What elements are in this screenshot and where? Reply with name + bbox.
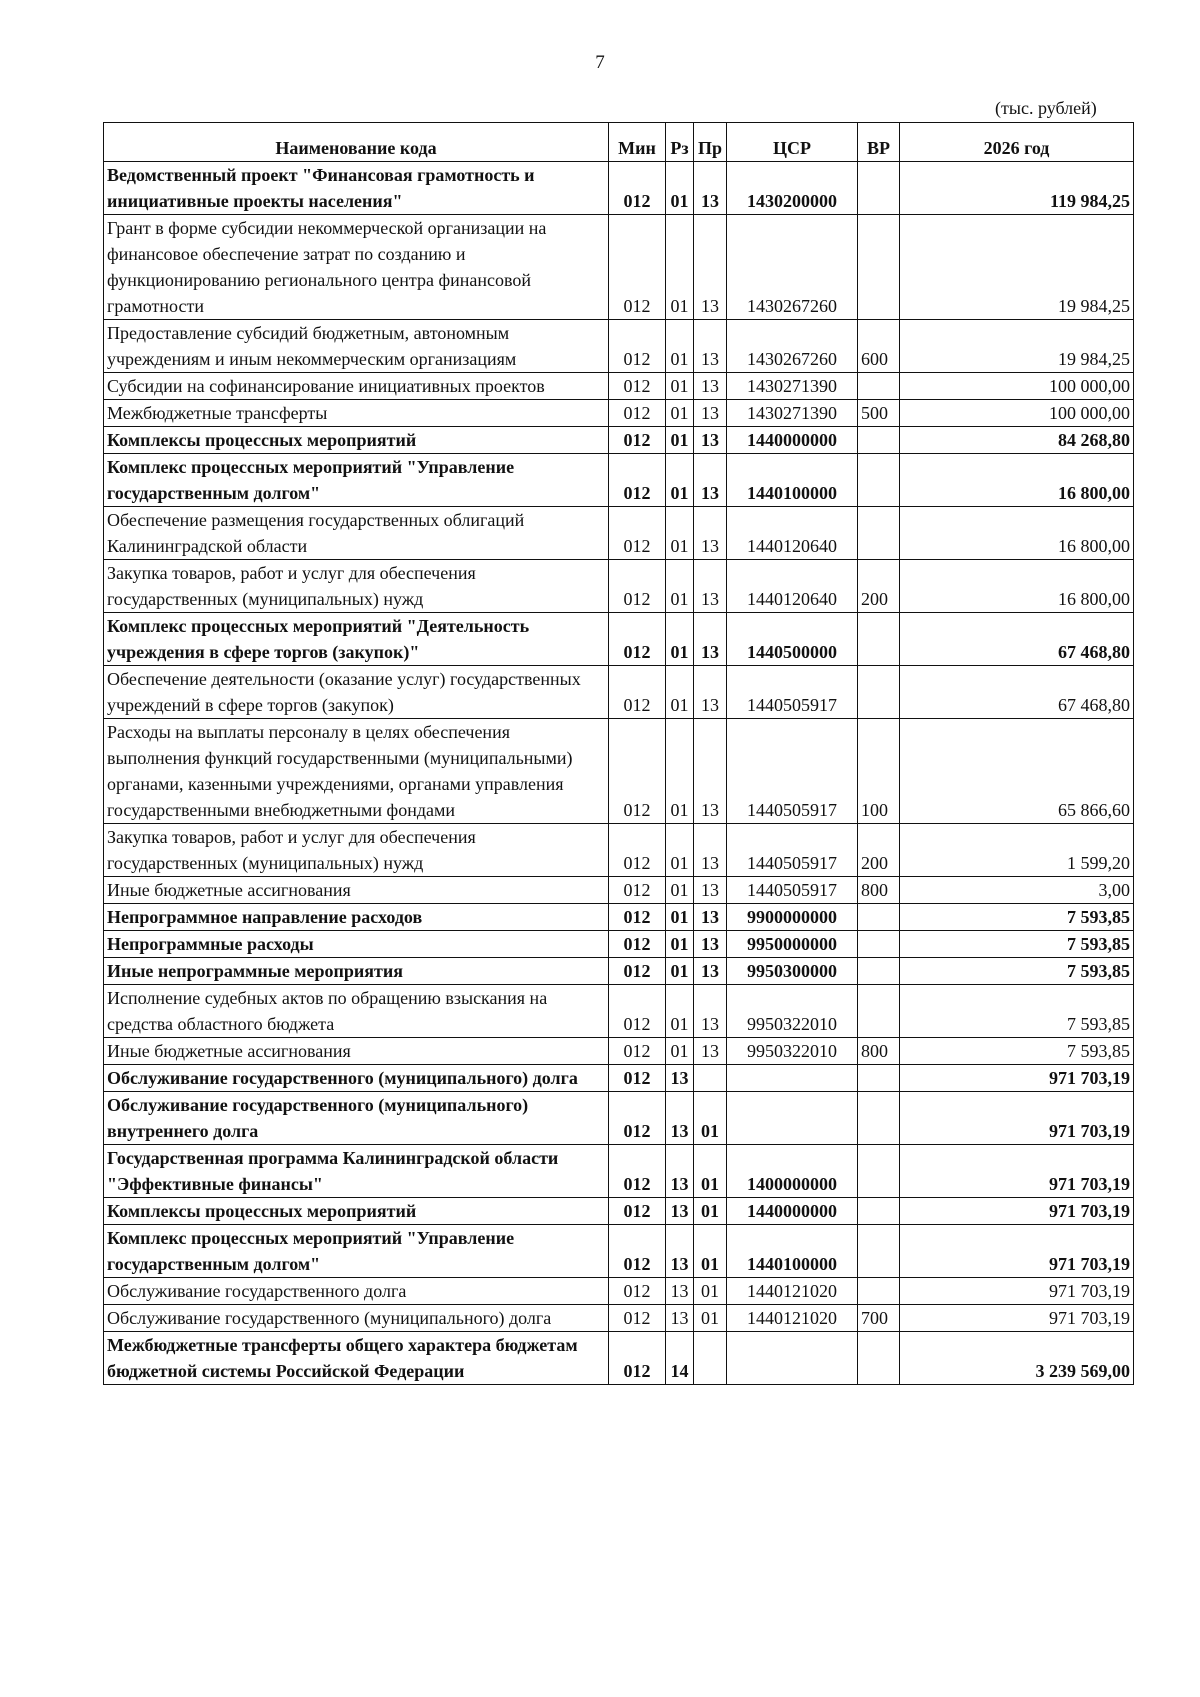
cell-amount: 16 800,00 — [900, 560, 1134, 613]
cell-vr: 200 — [858, 560, 900, 613]
cell-pr: 01 — [694, 1305, 727, 1332]
cell-min: 012 — [609, 507, 666, 560]
cell-rz: 13 — [666, 1278, 694, 1305]
header-min: Мин — [609, 123, 666, 162]
cell-vr: 700 — [858, 1305, 900, 1332]
cell-pr: 13 — [694, 931, 727, 958]
cell-csr: 1430200000 — [727, 162, 858, 215]
cell-vr: 200 — [858, 824, 900, 877]
cell-pr: 13 — [694, 613, 727, 666]
cell-csr: 9950322010 — [727, 985, 858, 1038]
table-row — [104, 162, 1134, 215]
cell-rz: 01 — [666, 613, 694, 666]
cell-name: Комплекс процессных мероприятий "Деятельность учреждения в сфере торгов (закупок)" — [104, 613, 609, 666]
cell-name: Комплексы процессных мероприятий — [104, 1198, 609, 1225]
table-row — [104, 613, 1134, 666]
cell-min: 012 — [609, 320, 666, 373]
cell-pr: 13 — [694, 427, 727, 454]
cell-vr — [858, 1278, 900, 1305]
cell-vr — [858, 666, 900, 719]
cell-pr: 13 — [694, 666, 727, 719]
cell-amount: 100 000,00 — [900, 373, 1134, 400]
table-row — [104, 1038, 1134, 1065]
cell-csr: 9950322010 — [727, 1038, 858, 1065]
cell-vr — [858, 985, 900, 1038]
cell-min: 012 — [609, 560, 666, 613]
cell-csr: 1440505917 — [727, 666, 858, 719]
cell-amount: 19 984,25 — [900, 215, 1134, 320]
cell-min: 012 — [609, 1198, 666, 1225]
cell-csr: 1440000000 — [727, 1198, 858, 1225]
cell-rz: 01 — [666, 931, 694, 958]
header-vr: ВР — [858, 123, 900, 162]
table-row — [104, 507, 1134, 560]
cell-amount: 67 468,80 — [900, 613, 1134, 666]
cell-rz: 13 — [666, 1225, 694, 1278]
page-number: 7 — [595, 52, 605, 73]
table-row — [104, 560, 1134, 613]
cell-vr — [858, 958, 900, 985]
cell-amount: 971 703,19 — [900, 1225, 1134, 1278]
cell-rz: 01 — [666, 719, 694, 824]
cell-rz: 14 — [666, 1332, 694, 1385]
cell-min: 012 — [609, 931, 666, 958]
cell-min: 012 — [609, 454, 666, 507]
table-row — [104, 1065, 1134, 1092]
cell-vr — [858, 1092, 900, 1145]
cell-min: 012 — [609, 613, 666, 666]
cell-vr: 600 — [858, 320, 900, 373]
cell-rz: 01 — [666, 400, 694, 427]
cell-name: Иные бюджетные ассигнования — [104, 1038, 609, 1065]
table-body — [104, 162, 1134, 1385]
cell-amount: 119 984,25 — [900, 162, 1134, 215]
table-row — [104, 400, 1134, 427]
cell-min: 012 — [609, 373, 666, 400]
table-header-row — [104, 123, 1134, 162]
cell-rz: 01 — [666, 666, 694, 719]
header-rz: Рз — [666, 123, 694, 162]
table-row — [104, 1332, 1134, 1385]
cell-name: Комплексы процессных мероприятий — [104, 427, 609, 454]
cell-pr: 13 — [694, 719, 727, 824]
cell-amount: 3 239 569,00 — [900, 1332, 1134, 1385]
cell-amount: 7 593,85 — [900, 958, 1134, 985]
cell-pr: 13 — [694, 215, 727, 320]
cell-amount: 3,00 — [900, 877, 1134, 904]
cell-name: Обслуживание государственного (муниципального) долга — [104, 1305, 609, 1332]
cell-vr — [858, 507, 900, 560]
cell-rz: 01 — [666, 454, 694, 507]
cell-min: 012 — [609, 1038, 666, 1065]
cell-name: Комплекс процессных мероприятий "Управление государственным долгом" — [104, 454, 609, 507]
cell-csr: 1440121020 — [727, 1305, 858, 1332]
cell-rz: 13 — [666, 1145, 694, 1198]
cell-name: Межбюджетные трансферты общего характера бюджетам бюджетной системы Российской Федерации — [104, 1332, 609, 1385]
cell-name: Расходы на выплаты персоналу в целях обеспечения выполнения функций государственными (муниципальными) органами, казенными учреждениями, органами управления государственными внебюджетными фондами — [104, 719, 609, 824]
table-row — [104, 824, 1134, 877]
cell-min: 012 — [609, 877, 666, 904]
cell-name: Закупка товаров, работ и услуг для обеспечения государственных (муниципальных) нужд — [104, 560, 609, 613]
cell-vr — [858, 1065, 900, 1092]
cell-name: Исполнение судебных актов по обращению взыскания на средства областного бюджета — [104, 985, 609, 1038]
cell-pr: 13 — [694, 400, 727, 427]
cell-pr — [694, 1065, 727, 1092]
cell-vr — [858, 1332, 900, 1385]
cell-rz: 01 — [666, 507, 694, 560]
cell-csr: 1440100000 — [727, 1225, 858, 1278]
table-row — [104, 719, 1134, 824]
cell-vr: 100 — [858, 719, 900, 824]
cell-name: Непрограммное направление расходов — [104, 904, 609, 931]
cell-name: Иные непрограммные мероприятия — [104, 958, 609, 985]
cell-csr: 1400000000 — [727, 1145, 858, 1198]
cell-pr: 01 — [694, 1225, 727, 1278]
table-row — [104, 373, 1134, 400]
cell-name: Непрограммные расходы — [104, 931, 609, 958]
table-row — [104, 427, 1134, 454]
table-row — [104, 1305, 1134, 1332]
cell-min: 012 — [609, 1065, 666, 1092]
cell-pr: 01 — [694, 1145, 727, 1198]
cell-vr — [858, 215, 900, 320]
cell-rz: 01 — [666, 877, 694, 904]
cell-csr: 1440505917 — [727, 824, 858, 877]
cell-rz: 13 — [666, 1305, 694, 1332]
cell-csr — [727, 1065, 858, 1092]
cell-rz: 01 — [666, 985, 694, 1038]
cell-min: 012 — [609, 1332, 666, 1385]
cell-rz: 01 — [666, 215, 694, 320]
units-label: (тыс. рублей) — [995, 98, 1097, 118]
cell-csr: 9900000000 — [727, 904, 858, 931]
cell-min: 012 — [609, 824, 666, 877]
cell-min: 012 — [609, 1225, 666, 1278]
cell-amount: 971 703,19 — [900, 1198, 1134, 1225]
cell-vr — [858, 454, 900, 507]
cell-amount: 16 800,00 — [900, 454, 1134, 507]
cell-vr — [858, 1198, 900, 1225]
header-csr: ЦСР — [727, 123, 858, 162]
cell-csr: 1440505917 — [727, 877, 858, 904]
cell-pr: 13 — [694, 507, 727, 560]
cell-pr: 13 — [694, 985, 727, 1038]
cell-pr: 13 — [694, 1038, 727, 1065]
cell-name: Комплекс процессных мероприятий "Управление государственным долгом" — [104, 1225, 609, 1278]
cell-min: 012 — [609, 215, 666, 320]
cell-pr: 13 — [694, 958, 727, 985]
table-row — [104, 1278, 1134, 1305]
cell-name: Иные бюджетные ассигнования — [104, 877, 609, 904]
cell-amount: 971 703,19 — [900, 1305, 1134, 1332]
cell-name: Обслуживание государственного (муниципального) долга — [104, 1065, 609, 1092]
cell-min: 012 — [609, 666, 666, 719]
cell-rz: 13 — [666, 1065, 694, 1092]
table-row — [104, 320, 1134, 373]
cell-amount: 7 593,85 — [900, 1038, 1134, 1065]
cell-vr: 800 — [858, 1038, 900, 1065]
cell-amount: 7 593,85 — [900, 931, 1134, 958]
cell-pr: 13 — [694, 877, 727, 904]
header-name: Наименование кода — [104, 123, 609, 162]
cell-csr: 1430271390 — [727, 373, 858, 400]
cell-min: 012 — [609, 958, 666, 985]
header-year: 2026 год — [900, 123, 1134, 162]
cell-amount: 65 866,60 — [900, 719, 1134, 824]
cell-name: Обслуживание государственного долга — [104, 1278, 609, 1305]
cell-min: 012 — [609, 1278, 666, 1305]
cell-csr: 1440000000 — [727, 427, 858, 454]
table-row — [104, 666, 1134, 719]
cell-pr: 01 — [694, 1198, 727, 1225]
cell-vr: 800 — [858, 877, 900, 904]
cell-pr: 13 — [694, 162, 727, 215]
cell-amount: 7 593,85 — [900, 985, 1134, 1038]
cell-csr: 9950300000 — [727, 958, 858, 985]
cell-amount: 19 984,25 — [900, 320, 1134, 373]
cell-amount: 971 703,19 — [900, 1065, 1134, 1092]
cell-name: Грант в форме субсидии некоммерческой организации на финансовое обеспечение затрат по созданию и функционированию регионального центра финансовой грамотности — [104, 215, 609, 320]
cell-amount: 971 703,19 — [900, 1145, 1134, 1198]
cell-vr — [858, 427, 900, 454]
cell-amount: 1 599,20 — [900, 824, 1134, 877]
cell-name: Закупка товаров, работ и услуг для обеспечения государственных (муниципальных) нужд — [104, 824, 609, 877]
cell-csr: 1430267260 — [727, 320, 858, 373]
cell-name: Государственная программа Калининградской области "Эффективные финансы" — [104, 1145, 609, 1198]
cell-min: 012 — [609, 1092, 666, 1145]
cell-vr — [858, 162, 900, 215]
table-row — [104, 1198, 1134, 1225]
table-row — [104, 215, 1134, 320]
table-row — [104, 877, 1134, 904]
cell-rz: 01 — [666, 373, 694, 400]
cell-name: Ведомственный проект "Финансовая грамотность и инициативные проекты населения" — [104, 162, 609, 215]
cell-csr: 1440100000 — [727, 454, 858, 507]
cell-csr: 1430271390 — [727, 400, 858, 427]
cell-name: Обеспечение размещения государственных облигаций Калининградской области — [104, 507, 609, 560]
cell-min: 012 — [609, 985, 666, 1038]
cell-amount: 7 593,85 — [900, 904, 1134, 931]
cell-pr: 13 — [694, 560, 727, 613]
table-row — [104, 904, 1134, 931]
cell-min: 012 — [609, 1305, 666, 1332]
cell-pr: 13 — [694, 904, 727, 931]
cell-pr: 01 — [694, 1092, 727, 1145]
header-pr: Пр — [694, 123, 727, 162]
cell-vr — [858, 373, 900, 400]
budget-table — [103, 122, 1134, 1385]
cell-rz: 01 — [666, 824, 694, 877]
cell-csr: 1430267260 — [727, 215, 858, 320]
cell-csr: 1440121020 — [727, 1278, 858, 1305]
cell-vr — [858, 904, 900, 931]
cell-min: 012 — [609, 719, 666, 824]
cell-csr — [727, 1332, 858, 1385]
cell-rz: 01 — [666, 560, 694, 613]
cell-rz: 01 — [666, 904, 694, 931]
cell-csr: 1440120640 — [727, 560, 858, 613]
cell-rz: 01 — [666, 320, 694, 373]
cell-vr — [858, 1225, 900, 1278]
cell-pr: 13 — [694, 454, 727, 507]
cell-name: Субсидии на софинансирование инициативных проектов — [104, 373, 609, 400]
cell-amount: 971 703,19 — [900, 1092, 1134, 1145]
cell-name: Обеспечение деятельности (оказание услуг) государственных учреждений в сфере торгов (закупок) — [104, 666, 609, 719]
cell-vr: 500 — [858, 400, 900, 427]
cell-pr: 01 — [694, 1278, 727, 1305]
cell-rz: 01 — [666, 958, 694, 985]
cell-pr: 13 — [694, 373, 727, 400]
cell-csr: 1440500000 — [727, 613, 858, 666]
cell-name: Предоставление субсидий бюджетным, автономным учреждениям и иным некоммерческим организациям — [104, 320, 609, 373]
cell-csr — [727, 1092, 858, 1145]
cell-csr: 9950000000 — [727, 931, 858, 958]
cell-name: Обслуживание государственного (муниципального) внутреннего долга — [104, 1092, 609, 1145]
cell-amount: 16 800,00 — [900, 507, 1134, 560]
cell-rz: 13 — [666, 1198, 694, 1225]
table-row — [104, 1225, 1134, 1278]
cell-min: 012 — [609, 427, 666, 454]
cell-csr: 1440505917 — [727, 719, 858, 824]
cell-rz: 01 — [666, 162, 694, 215]
cell-min: 012 — [609, 162, 666, 215]
table-row — [104, 1145, 1134, 1198]
table-row — [104, 985, 1134, 1038]
cell-amount: 971 703,19 — [900, 1278, 1134, 1305]
cell-min: 012 — [609, 400, 666, 427]
table-row — [104, 454, 1134, 507]
table-row — [104, 958, 1134, 985]
cell-vr — [858, 931, 900, 958]
cell-amount: 100 000,00 — [900, 400, 1134, 427]
cell-rz: 01 — [666, 1038, 694, 1065]
table-row — [104, 931, 1134, 958]
cell-pr: 13 — [694, 824, 727, 877]
cell-csr: 1440120640 — [727, 507, 858, 560]
cell-amount: 67 468,80 — [900, 666, 1134, 719]
cell-min: 012 — [609, 1145, 666, 1198]
cell-amount: 84 268,80 — [900, 427, 1134, 454]
cell-vr — [858, 613, 900, 666]
table-row — [104, 1092, 1134, 1145]
cell-name: Межбюджетные трансферты — [104, 400, 609, 427]
cell-rz: 01 — [666, 427, 694, 454]
cell-rz: 13 — [666, 1092, 694, 1145]
cell-pr — [694, 1332, 727, 1385]
cell-vr — [858, 1145, 900, 1198]
cell-pr: 13 — [694, 320, 727, 373]
cell-min: 012 — [609, 904, 666, 931]
